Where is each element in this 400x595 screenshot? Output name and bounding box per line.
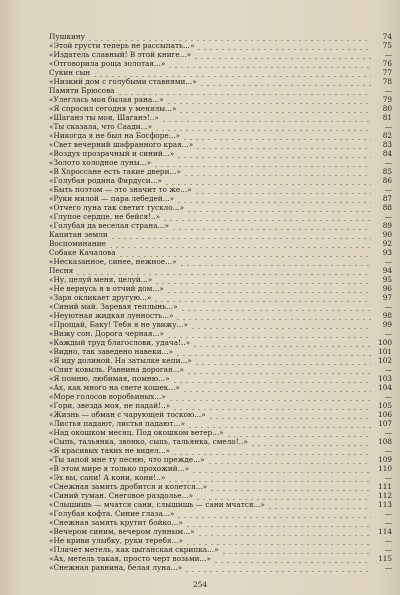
entry-page: —: [384, 212, 392, 221]
entry-title: «Я помню, любимая, помню...»: [49, 374, 170, 383]
entry-title: «Шаганэ ты моя, Шаганэ!..»: [49, 113, 159, 122]
dot-leader: [267, 500, 371, 509]
dot-leader: [171, 221, 371, 230]
entry-title: «Синий май. Заревая теплынь...»: [49, 302, 178, 311]
toc-entry: [49, 59, 392, 68]
toc-entry: [49, 239, 392, 248]
toc-entry: [49, 122, 392, 131]
entry-page: 82: [382, 131, 392, 140]
entry-title: «Золото холодное луны...»: [49, 158, 152, 167]
toc-entry: [49, 194, 392, 203]
entry-title: «Никогда я не был на Босфоре...»: [49, 131, 181, 140]
toc-entry: [49, 320, 392, 329]
dot-leader: [197, 527, 371, 536]
entry-title: «Голубая да веселая страна...»: [49, 221, 169, 230]
entry-title: «Не вернусь я в отчий дом...»: [49, 284, 164, 293]
toc-entry: [49, 338, 392, 347]
dot-leader: [75, 266, 371, 275]
toc-entry: [49, 212, 392, 221]
dot-leader: [213, 554, 371, 563]
dot-leader: [185, 518, 371, 527]
entry-title: «Голубая родина Фирдуси...»: [49, 176, 162, 185]
entry-page: —: [384, 50, 392, 59]
entry-title: «Свет вечерний шафранного края...»: [49, 140, 194, 149]
dot-leader: [153, 158, 371, 167]
dot-leader: [226, 428, 371, 437]
entry-title: «Отчего луна так светит тускло...»: [49, 203, 185, 212]
entry-title: Пушкину: [49, 32, 86, 41]
entry-page: 113: [378, 500, 392, 509]
entry-page: 75: [382, 41, 392, 50]
entry-title: «Ах, метель такая, просто черт возьми...»: [49, 554, 211, 563]
entry-page: —: [384, 302, 392, 311]
entry-page: —: [384, 509, 392, 518]
entry-title: «Прощай, Баку! Тебя я не увижу...»: [49, 320, 188, 329]
entry-page: 77: [382, 68, 392, 77]
dot-leader: [250, 437, 371, 446]
entry-title: «Заря окликает другую...»: [49, 293, 152, 302]
toc-entry: [49, 365, 392, 374]
dot-leader: [193, 50, 371, 59]
toc-entry: [49, 302, 392, 311]
entry-title: «Улеглась моя былая рана...»: [49, 95, 164, 104]
dot-leader: [175, 311, 371, 320]
entry-title: «Море голосов воробьиных...»: [49, 392, 166, 401]
dot-leader: [166, 329, 371, 338]
dot-leader: [87, 32, 371, 41]
entry-title: «Снежная замять крутит бойко...»: [49, 518, 183, 527]
entry-page: 89: [382, 221, 392, 230]
toc-entry: [49, 32, 392, 41]
entry-page: 93: [382, 248, 392, 257]
entry-title: «Гори, звезда моя, не падай!..»: [49, 401, 171, 410]
toc-entry: [49, 509, 392, 518]
dot-leader: [186, 365, 371, 374]
toc-entry: [49, 392, 392, 401]
toc-entry: [49, 266, 392, 275]
dot-leader: [162, 212, 371, 221]
dot-leader: [176, 194, 371, 203]
entry-title: «Ты запой мне ту песню, что прежде...»: [49, 455, 205, 464]
entry-page: 105: [378, 401, 392, 410]
page-number: 254: [192, 580, 208, 589]
entry-page: 111: [378, 482, 392, 491]
dot-leader: [183, 167, 371, 176]
entry-page: 83: [382, 140, 392, 149]
entry-page: 78: [382, 77, 392, 86]
dot-leader: [168, 392, 371, 401]
entry-title: Памяти Брюсова: [49, 86, 115, 95]
dot-leader: [166, 284, 371, 293]
entry-page: 99: [382, 320, 392, 329]
toc-entry: [49, 167, 392, 176]
entry-title: Собаке Качалова: [49, 248, 116, 257]
toc-entry: [49, 203, 392, 212]
entry-title: «Руки милой — пара лебедей...»: [49, 194, 175, 203]
entry-page: 80: [382, 104, 392, 113]
entry-title: «Спит ковыль. Равнина дорогая...»: [49, 365, 185, 374]
toc-entry: [49, 356, 392, 365]
toc-entry: [49, 185, 392, 194]
entry-page: —: [384, 446, 392, 455]
dot-leader: [199, 77, 371, 86]
entry-page: —: [384, 392, 392, 401]
dot-leader: [108, 239, 371, 248]
dot-leader: [191, 464, 371, 473]
entry-page: 96: [382, 284, 392, 293]
entry-title: «Плачет метель, как цыганская скрипка...»: [49, 545, 219, 554]
dot-leader: [194, 185, 371, 194]
entry-page: 86: [382, 176, 392, 185]
entry-title: «Быть поэтом — это значит то же...»: [49, 185, 192, 194]
toc-entry: [49, 86, 392, 95]
toc-entry: [49, 419, 392, 428]
dot-leader: [110, 230, 371, 239]
entry-page: —: [384, 536, 392, 545]
toc-entry: [49, 113, 392, 122]
dot-leader: [172, 446, 371, 455]
toc-entry: [49, 563, 392, 572]
dot-leader: [195, 491, 371, 500]
entry-title: «Я спросил сегодня у менялы...»: [49, 104, 177, 113]
entry-page: —: [384, 563, 392, 572]
dot-leader: [153, 293, 371, 302]
toc-entry: [49, 428, 392, 437]
entry-page: —: [384, 122, 392, 131]
entry-page: 74: [382, 32, 392, 41]
entry-page: 101: [378, 347, 392, 356]
entry-page: 98: [382, 311, 392, 320]
toc-entry: [49, 545, 392, 554]
entry-title: «Листья падают, листья падают...»: [49, 419, 185, 428]
toc-entry: [49, 50, 392, 59]
entry-page: 107: [378, 419, 392, 428]
dot-leader: [175, 347, 371, 356]
toc-entry: [49, 275, 392, 284]
entry-page: —: [384, 158, 392, 167]
dot-leader: [186, 203, 371, 212]
toc-entry: [49, 518, 392, 527]
entry-page: 112: [378, 491, 392, 500]
toc-entry: [49, 257, 392, 266]
toc-entry: [49, 230, 392, 239]
dot-leader: [164, 176, 371, 185]
entry-page: 100: [378, 338, 392, 347]
entry-page: 87: [382, 194, 392, 203]
entry-page: 84: [382, 149, 392, 158]
toc-entry: [49, 527, 392, 536]
dot-leader: [221, 545, 371, 554]
dot-leader: [166, 95, 371, 104]
toc-entry: [49, 131, 392, 140]
entry-title: «Издатель славный! В этой книге...»: [49, 50, 192, 59]
entry-title: «Синий туман. Снеговое раздолье...»: [49, 491, 194, 500]
toc-entry: [49, 176, 392, 185]
dot-leader: [208, 410, 371, 419]
entry-title: «Глупое сердце, не бейся!..»: [49, 212, 161, 221]
dot-leader: [196, 41, 371, 50]
dot-leader: [117, 86, 371, 95]
entry-title: «Видно, так заведено навеки...»: [49, 347, 173, 356]
entry-title: «Я иду долиной. На затылке кепи...»: [49, 356, 192, 365]
entry-page: 95: [382, 275, 392, 284]
toc-entry: [49, 437, 392, 446]
dot-leader: [182, 383, 371, 392]
toc-entry: [49, 95, 392, 104]
dot-leader: [178, 104, 371, 113]
dot-leader: [154, 122, 371, 131]
entry-title: Воспоминание: [49, 239, 106, 248]
entry-page: 102: [378, 356, 392, 365]
entry-page: 92: [382, 239, 392, 248]
toc-entry: [49, 401, 392, 410]
entry-title: «Снежная равнина, белая луна...»: [49, 563, 182, 572]
toc-entry: [49, 293, 392, 302]
entry-page: —: [384, 365, 392, 374]
toc-entry: [49, 482, 392, 491]
entry-title: «Ну, целуй меня, целуй...»: [49, 275, 153, 284]
dot-leader: [185, 536, 371, 545]
entry-title: «Голубая кофта. Синие глаза...»: [49, 509, 175, 518]
entry-title: «Вечером синим, вечером лунным...»: [49, 527, 195, 536]
entry-title: «Над окошком месяц. Под окошком ветер...»: [49, 428, 224, 437]
entry-page: —: [384, 257, 392, 266]
entry-page: 108: [378, 437, 392, 446]
toc-entry: [49, 77, 392, 86]
entry-title: «Жизнь — обман с чарующей тоскою...»: [49, 410, 206, 419]
entry-title: «Не криви улыбку, руки теребя...»: [49, 536, 183, 545]
entry-title: «Неуютная жидкая лунность...»: [49, 311, 174, 320]
entry-page: 85: [382, 167, 392, 176]
toc-entry: [49, 464, 392, 473]
dot-leader: [172, 401, 371, 410]
entry-page: 115: [378, 554, 392, 563]
dot-leader: [176, 509, 371, 518]
toc-entry: [49, 446, 392, 455]
entry-page: 103: [378, 374, 392, 383]
toc-entry: [49, 329, 392, 338]
table-of-contents: [49, 32, 392, 572]
entry-title: «Я красивых таких не видел...»: [49, 446, 171, 455]
entry-page: —: [384, 518, 392, 527]
toc-entry: [49, 347, 392, 356]
entry-page: 90: [382, 230, 392, 239]
entry-title: Сукин сын: [49, 68, 91, 77]
entry-title: Капитан земли: [49, 230, 108, 239]
toc-entry: [49, 68, 392, 77]
entry-page: 88: [382, 203, 392, 212]
dot-leader: [154, 275, 371, 284]
toc-entry: [49, 536, 392, 545]
toc-entry: [49, 149, 392, 158]
toc-entry: [49, 491, 392, 500]
toc-entry: [49, 140, 392, 149]
entry-page: 110: [378, 464, 392, 473]
entry-title: «Эх вы, сани! А кони, кони!..»: [49, 473, 166, 482]
entry-title: «Этой грусти теперь не рассыпать...»: [49, 41, 195, 50]
entry-page: 97: [382, 293, 392, 302]
toc-entry: [49, 158, 392, 167]
dot-leader: [167, 473, 371, 482]
toc-entry: [49, 473, 392, 482]
entry-page: 79: [382, 95, 392, 104]
entry-title: Песня: [49, 266, 74, 275]
toc-entry: [49, 248, 392, 257]
entry-page: —: [384, 428, 392, 437]
entry-title: «Воздух прозрачный и синий...»: [49, 149, 175, 158]
dot-leader: [167, 59, 371, 68]
entry-page: 76: [382, 59, 392, 68]
entry-page: 109: [378, 455, 392, 464]
toc-entry: [49, 410, 392, 419]
dot-leader: [182, 131, 371, 140]
entry-page: 106: [378, 410, 392, 419]
dot-leader: [195, 140, 371, 149]
entry-page: 104: [378, 383, 392, 392]
entry-title: «В этом мире я только прохожий...»: [49, 464, 190, 473]
entry-title: «Слышишь — мчатся сани, слышишь — сани мчатся...»: [49, 500, 265, 509]
entry-title: «Несказанное, синее, нежное...»: [49, 257, 177, 266]
dot-leader: [161, 113, 371, 122]
entry-title: «Снежная замять дробится и колется...»: [49, 482, 208, 491]
dot-leader: [190, 320, 371, 329]
entry-page: 81: [382, 113, 392, 122]
entry-page: 94: [382, 266, 392, 275]
entry-page: 114: [378, 527, 392, 536]
entry-title: «Сыпь, тальянка, звонко, сыпь, тальянка, смело!..»: [49, 437, 248, 446]
toc-entry: [49, 104, 392, 113]
toc-entry: [49, 374, 392, 383]
toc-entry: [49, 221, 392, 230]
entry-page: —: [384, 86, 392, 95]
entry-page: —: [384, 185, 392, 194]
dot-leader: [194, 356, 371, 365]
toc-entry: [49, 554, 392, 563]
dot-leader: [209, 482, 371, 491]
toc-entry: [49, 311, 392, 320]
entry-page: —: [384, 329, 392, 338]
entry-page: —: [384, 545, 392, 554]
dot-leader: [176, 149, 371, 158]
entry-title: «Каждый труд благослови, удача!..»: [49, 338, 191, 347]
toc-entry: [49, 41, 392, 50]
dot-leader: [187, 419, 371, 428]
entry-title: «Вижу сон. Дорога черная...»: [49, 329, 164, 338]
entry-title: «Низкий дом с голубыми ставнями...»: [49, 77, 197, 86]
dot-leader: [180, 302, 371, 311]
entry-title: «Отговорила роща золотая...»: [49, 59, 166, 68]
entry-title: «Ты сказала, что Саади...»: [49, 122, 153, 131]
dot-leader: [118, 248, 371, 257]
toc-entry: [49, 500, 392, 509]
toc-entry: [49, 284, 392, 293]
dot-leader: [207, 455, 371, 464]
entry-page: —: [384, 473, 392, 482]
dot-leader: [179, 257, 371, 266]
entry-title: «Ах, как много на свете кошек...»: [49, 383, 180, 392]
entry-title: «В Хороссане есть такие двери...»: [49, 167, 181, 176]
dot-leader: [172, 374, 371, 383]
toc-entry: [49, 383, 392, 392]
dot-leader: [192, 338, 371, 347]
toc-entry: [49, 455, 392, 464]
dot-leader: [92, 68, 371, 77]
dot-leader: [184, 563, 371, 572]
